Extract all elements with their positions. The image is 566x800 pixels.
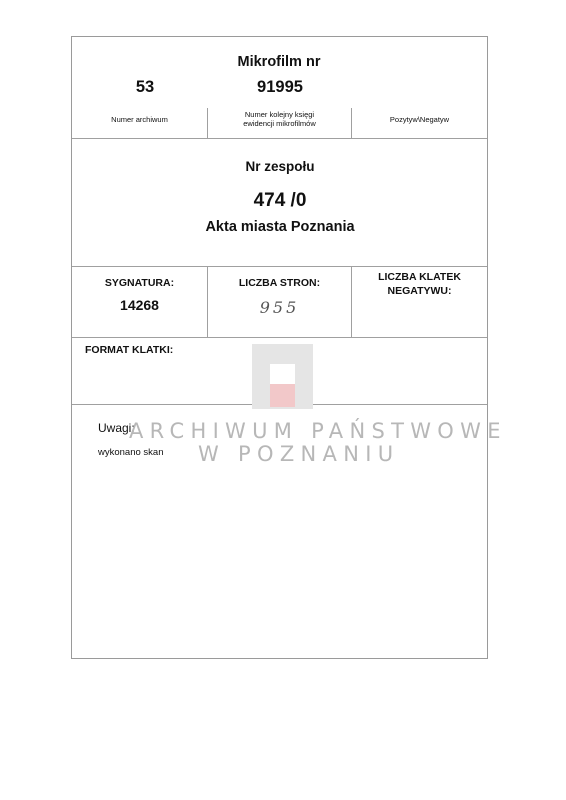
pages-value-handwritten: 955 <box>259 298 300 317</box>
register-label-line1: Numer kolejny księgi <box>244 110 315 119</box>
watermark-text-line2: W POZNANIU <box>198 442 400 466</box>
frames-label-line2: NEGATYWU: <box>387 285 452 297</box>
microfilm-title: Mikrofilm nr <box>237 54 321 70</box>
divider <box>72 266 487 267</box>
remarks-label: Uwagi: <box>98 421 135 435</box>
remarks-text: wykonano skan <box>98 447 164 458</box>
positive-negative-label: Pozytyw\Negatyw <box>389 115 450 124</box>
frames-label-line1: LICZBA KLATEK <box>378 271 461 283</box>
pages-label: LICZBA STRON: <box>238 277 321 289</box>
fonds-number: 474 /0 <box>253 190 307 211</box>
archive-number-label: Numer archiwum <box>111 115 168 124</box>
fonds-label: Nr zespołu <box>245 159 315 174</box>
divider <box>72 138 487 139</box>
register-number: 91995 <box>257 78 303 96</box>
archive-number: 53 <box>135 78 155 96</box>
frame-format-label: FORMAT KLATKI: <box>85 344 174 356</box>
divider <box>72 337 487 338</box>
fonds-name: Akta miasta Poznania <box>205 219 355 235</box>
watermark-emblem <box>252 344 313 409</box>
signature-label: SYGNATURA: <box>104 277 175 289</box>
watermark-text-line1: ARCHIWUM PAŃSTWOWE <box>129 419 507 443</box>
watermark-flag-white <box>270 364 295 384</box>
register-label-line2: ewidencji mikrofilmów <box>243 119 316 128</box>
watermark-flag-red <box>270 384 295 407</box>
signature-value: 14268 <box>120 297 159 313</box>
